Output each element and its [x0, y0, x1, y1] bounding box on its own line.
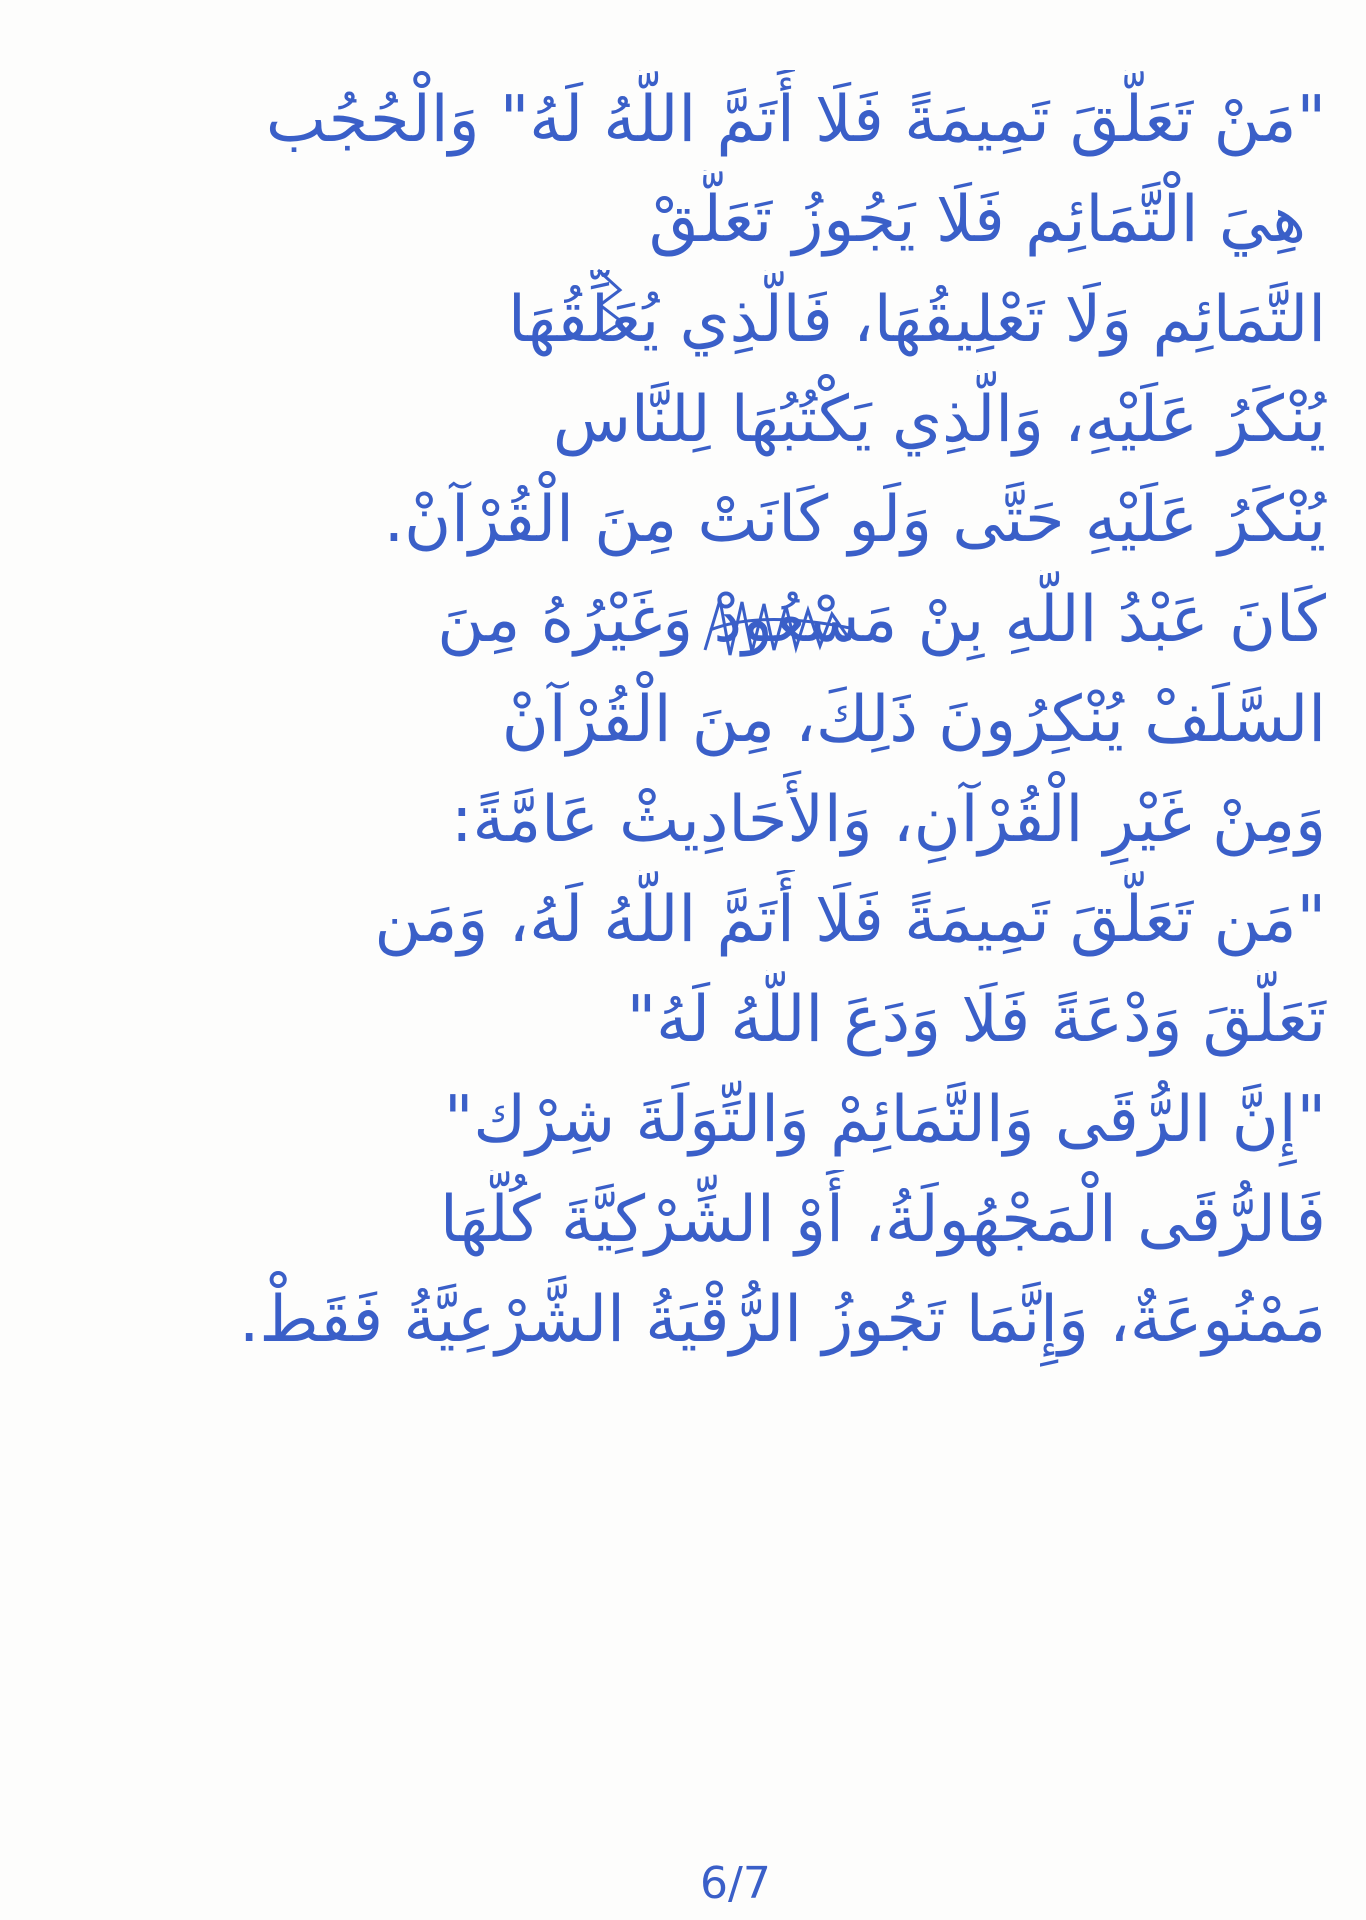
- text-line-12: فَالرُّقَى الْمَجْهُولَةُ، أَوْ الشِّرْكِيَّةَ كُلُّهَا: [440, 1183, 1326, 1257]
- text-line-6: كَانَ عَبْدُ اللَّهِ بِنْ مَسْعُودْ وَغَيْرُهُ مِنَ: [437, 583, 1326, 657]
- handwritten-text-block: [0, 70, 1366, 1370]
- text-line-9: "مَن تَعَلَّقَ تَمِيمَةً فَلَا أَتَمَّ اللَّهُ لَهُ، وَمَن: [374, 883, 1326, 957]
- text-line-4-content: يُنْكَرُ عَلَيْهِ، وَالَّذِي يَكْتُبُهَا لِلنَّاس: [552, 383, 1326, 457]
- text-line-8: وَمِنْ غَيْرِ الْقُرْآنِ، وَالأَحَادِيثْ عَامَّةً:: [450, 783, 1326, 857]
- text-line-2: هِيَ الْتَّمَائِم فَلَا يَجُوزُ تَعَلُّقْ: [648, 183, 1306, 257]
- text-line-11: "إِنَّ الرُّقَى وَالتَّمَائِمْ وَالتِّوَلَةَ شِرْك": [443, 1083, 1326, 1157]
- text-line-13: مَمْنُوعَةٌ، وَإِنَّمَا تَجُوزُ الرُّقْيَةُ الشَّرْعِيَّةُ فَقَطْ.: [239, 1283, 1326, 1357]
- text-line-4: [0, 370, 1366, 470]
- crossed-out-scribble: [700, 590, 860, 670]
- text-line-1: "مَنْ تَعَلَّقَ تَمِيمَةً فَلَا أَتَمَّ اللَّهُ لَهُ" وَالْحُجُب: [265, 83, 1326, 157]
- page-number: 6/7: [700, 1858, 771, 1909]
- crossed-out-mark: [590, 260, 630, 340]
- text-line-3: التَّمَائِم وَلَا تَعْلِيقُهَا، فَالَّذِي يُعَلِّقُهَا: [507, 283, 1326, 357]
- text-line-10: تَعَلَّقَ وَدْعَةً فَلَا وَدَعَ اللَّهُ لَهُ": [626, 983, 1326, 1057]
- text-line-7: السَّلَفْ يُنْكِرُونَ ذَلِكَ، مِنَ الْقُرْآنْ: [501, 683, 1326, 757]
- text-line-5: يُنْكَرُ عَلَيْهِ حَتَّى وَلَو كَانَتْ مِنَ الْقُرْآنْ.: [383, 483, 1326, 557]
